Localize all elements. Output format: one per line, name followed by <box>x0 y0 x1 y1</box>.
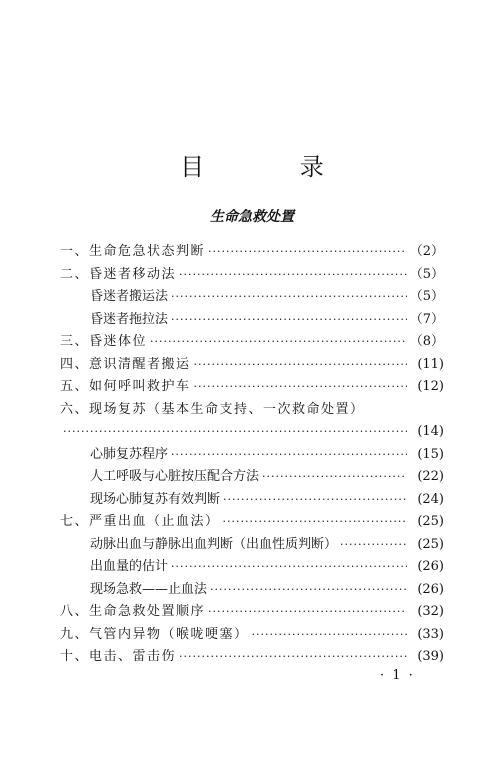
toc-entry[interactable] <box>60 511 444 534</box>
dot-leader <box>171 556 407 579</box>
dot-leader <box>63 421 407 444</box>
toc-entry-page: (11) <box>417 356 444 372</box>
toc-entry[interactable] <box>60 286 444 309</box>
toc-entry-page: （2） <box>409 244 444 259</box>
toc-entry-page: (22) <box>417 469 444 484</box>
toc-entry-label: 五、如何呼叫救护车 <box>60 379 191 394</box>
toc-entry[interactable] <box>60 354 444 377</box>
toc-entry-label: 六、现场复苏（基本生命支持、一次救命处置） <box>60 401 365 417</box>
page-title: 目 录 <box>180 153 368 181</box>
dot-leader <box>340 534 407 557</box>
toc-entry-label: 现场急救——止血法 <box>90 581 208 597</box>
section-title: 生命急救处置 <box>210 209 294 225</box>
toc-entry[interactable] <box>60 489 444 512</box>
toc-entry-continuation[interactable] <box>60 421 444 444</box>
dot-leader <box>208 601 407 624</box>
toc-entry-page: (32) <box>417 604 444 619</box>
dot-leader <box>179 646 407 669</box>
dot-leader <box>223 511 407 534</box>
toc-entry-label: 昏迷者搬运法 <box>90 289 169 304</box>
dot-leader <box>210 579 407 602</box>
toc-entry-page: (26) <box>417 581 444 597</box>
toc-entry[interactable] <box>60 646 444 669</box>
dot-leader <box>262 466 407 489</box>
toc-entry-label: 出血量的估计 <box>90 559 169 574</box>
toc-entry-label: 心肺复苏程序 <box>90 446 169 462</box>
toc-entry-page: (26) <box>417 559 444 574</box>
toc-entry-label: 四、意识清醒者搬运 <box>60 356 191 372</box>
toc-entry-page: (12) <box>417 379 444 394</box>
toc-entry-label: 一、生命危急状态判断 <box>60 244 206 259</box>
toc-entry-page: （5） <box>409 266 444 282</box>
toc-entry-label: 七、严重出血（止血法） <box>60 514 220 529</box>
toc-entry-label: 现场心肺复苏有效判断 <box>90 491 221 507</box>
dot-leader <box>223 489 407 512</box>
dot-leader <box>171 286 407 309</box>
toc-entry[interactable] <box>60 444 444 467</box>
toc-entry[interactable] <box>60 309 444 332</box>
toc-entry-page: （8） <box>409 334 444 349</box>
toc-entry-page: (39) <box>417 649 444 664</box>
dot-leader <box>194 376 407 399</box>
toc-entry-label: 昏迷者拖拉法 <box>90 311 169 327</box>
dot-leader <box>150 331 407 354</box>
dot-leader <box>171 444 407 467</box>
toc-entry[interactable] <box>60 466 444 489</box>
toc-entry-page: (33) <box>417 626 444 642</box>
toc-entry-label: 八、生命急救处置顺序 <box>60 604 206 619</box>
dot-leader <box>252 624 407 647</box>
toc-entry[interactable] <box>60 556 444 579</box>
toc-entry-page: （5） <box>409 289 444 304</box>
toc-entry-label: 三、昏迷体位 <box>60 334 148 349</box>
toc-entry[interactable] <box>60 399 444 422</box>
toc-entry[interactable] <box>60 376 444 399</box>
toc-entry-page: (25) <box>417 514 444 529</box>
toc-entry-label: 十、电击、雷击伤 <box>60 649 177 664</box>
dot-leader <box>171 309 407 332</box>
toc-entry-label: 动脉出血与静脉出血判断（出血性质判断） <box>90 536 338 552</box>
toc-entry[interactable] <box>60 534 444 557</box>
toc-entry-page: （7） <box>409 311 444 327</box>
toc-entry-label: 人工呼吸与心脏按压配合方法 <box>90 469 260 484</box>
toc-entry-label: 九、气管内异物（喉咙哽塞） <box>60 626 249 642</box>
toc-entry[interactable] <box>60 601 444 624</box>
dot-leader <box>194 354 407 377</box>
toc-entry[interactable] <box>60 624 444 647</box>
page-number: · 1 · <box>380 668 415 683</box>
toc-entry-page: (15) <box>417 446 444 462</box>
dot-leader <box>208 241 407 264</box>
toc-entry-page: (14) <box>417 424 444 439</box>
toc-entry-page: (25) <box>417 536 444 552</box>
table-of-contents <box>60 241 444 669</box>
toc-entry-label: 二、昏迷者移动法 <box>60 266 177 282</box>
toc-entry-page: (24) <box>417 491 444 507</box>
toc-entry[interactable] <box>60 241 444 264</box>
toc-entry[interactable] <box>60 331 444 354</box>
dot-leader <box>179 264 407 287</box>
toc-entry[interactable] <box>60 264 444 287</box>
toc-entry[interactable] <box>60 579 444 602</box>
